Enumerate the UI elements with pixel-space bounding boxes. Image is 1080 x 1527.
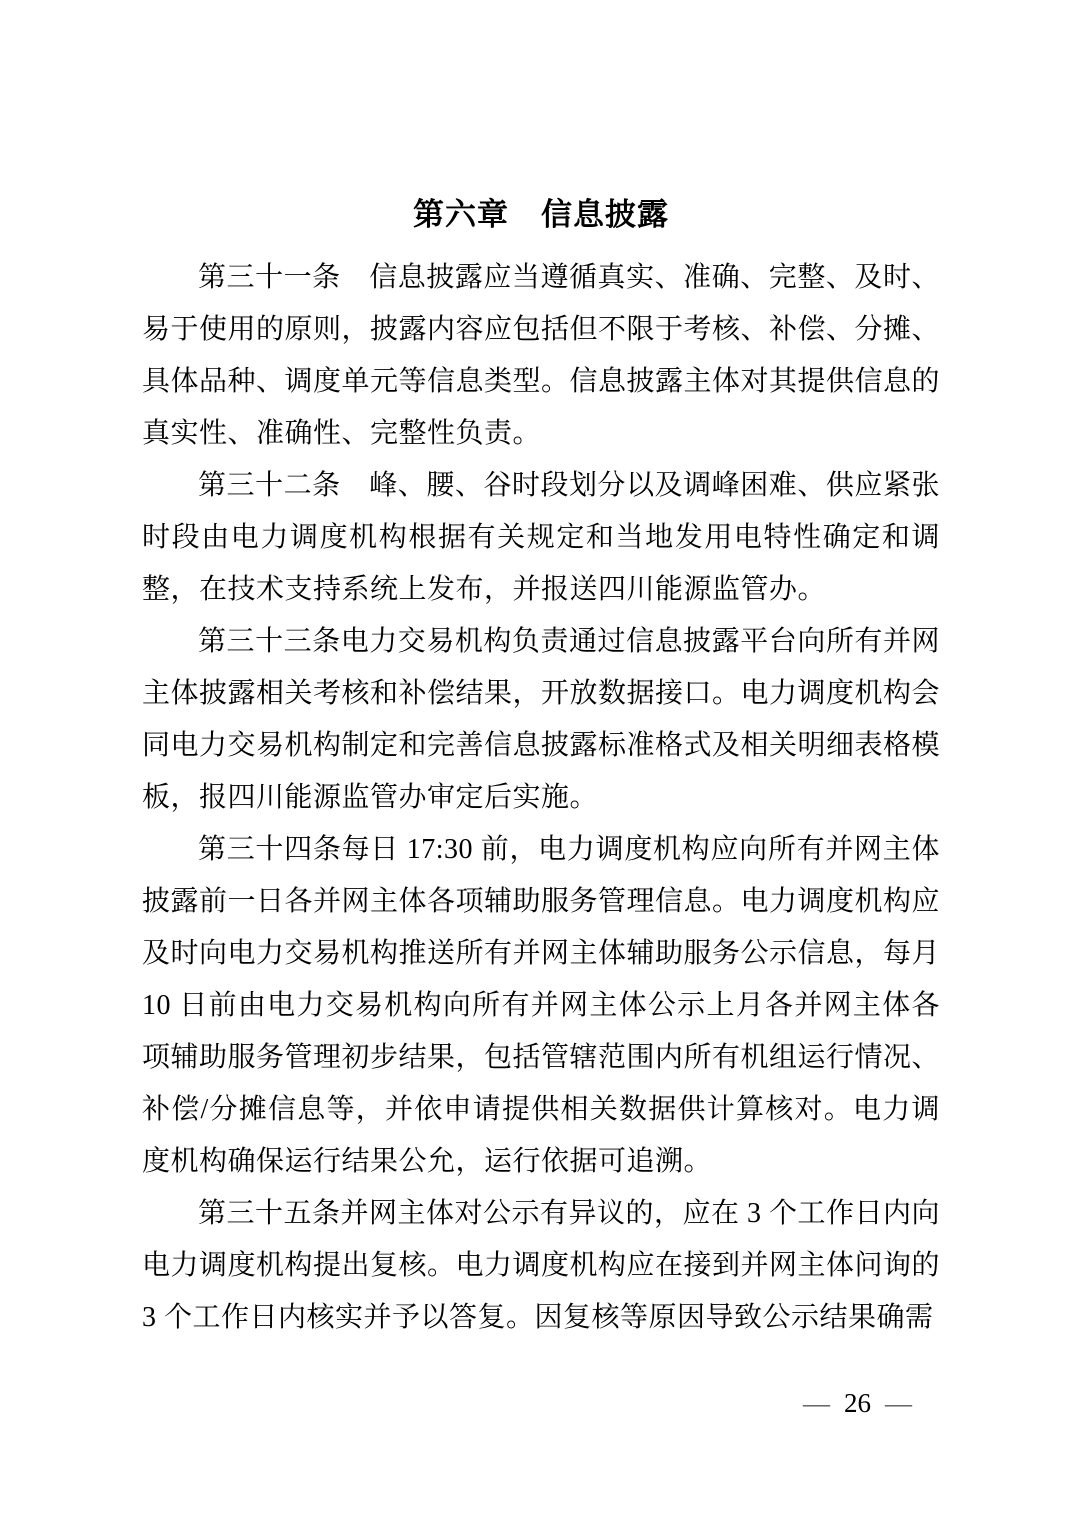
article-31-paragraph: 第三十一条 信息披露应当遵循真实、准确、完整、及时、易于使用的原则，披露内容应包括但不限于考核、补偿、分摊、具体品种、调度单元等信息类型。信息披露主体对其提供信息的真实性、准确性、完整性负责。 [142, 262, 941, 449]
article-32-paragraph: 第三十二条 峰、腰、谷时段划分以及调峰困难、供应紧张时段由电力调度机构根据有关规定和当地发用电特性确定和调整，在技术支持系统上发布，并报送四川能源监管办。 [142, 470, 940, 605]
chapter-title: 第六章 信息披露 [413, 197, 669, 232]
footer-dash-right: — [885, 1388, 912, 1418]
document-body [142, 190, 940, 1344]
page-footer [803, 1383, 912, 1423]
article-33-paragraph: 第三十三条电力交易机构负责通过信息披露平台向所有并网主体披露相关考核和补偿结果，开放数据接口。电力调度机构会同电力交易机构制定和完善信息披露标准格式及相关明细表格模板，报四川能源监管办审定后实施。 [142, 626, 941, 813]
article-34-paragraph: 第三十四条每日 17:30 前，电力调度机构应向所有并网主体披露前一日各并网主体各项辅助服务管理信息。电力调度机构应及时向电力交易机构推送所有并网主体辅助服务公示信息，每月 10 日前由电力交易机构向所有并网主体公示上月各并网主体各项辅助服务管理初步结果，包括管辖范围内所有机组运行情况、补偿/分摊信息等，并依申请提供相关数据供计算核对。电力调度机构确保运行结果公允，运行依据可追溯。 [142, 834, 941, 1177]
footer-dash-left: — [803, 1388, 830, 1418]
page-number: 26 [844, 1388, 871, 1418]
article-35-paragraph: 第三十五条并网主体对公示有异议的，应在 3 个工作日内向电力调度机构提出复核。电力调度机构应在接到并网主体问询的 3 个工作日内核实并予以答复。因复核等原因导致公示结果确需 [142, 1198, 941, 1333]
